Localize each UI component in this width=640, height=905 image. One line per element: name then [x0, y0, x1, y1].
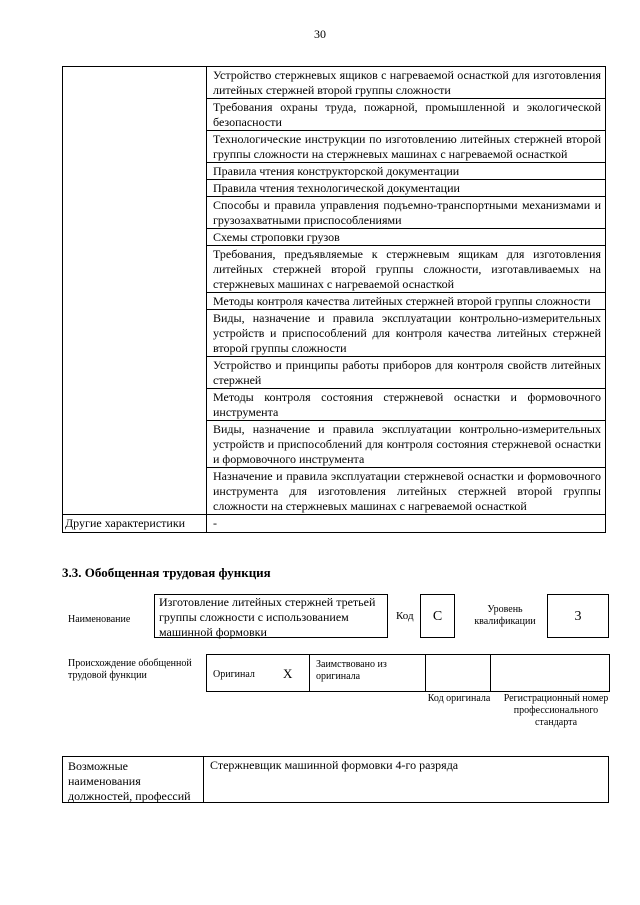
positions-label: Возможные наименования должностей, профессий: [62, 756, 204, 803]
function-name-box: [154, 594, 388, 638]
function-name-value: Изготовление литейных стержней третьей группы сложности с использованием машинной формовки: [159, 595, 376, 639]
positions-value: Стержневщик машинной формовки 4-го разряда: [203, 756, 609, 803]
level-box: 3: [547, 594, 609, 638]
knowledge-row: [63, 67, 606, 99]
knowledge-item: Схемы строповки грузов: [207, 229, 606, 246]
knowledge-item: Способы и правила управления подъемно-транспортными механизмами и грузозахватными приспособлениями: [207, 197, 606, 229]
knowledge-table: [62, 66, 606, 533]
name-label: Наименование: [68, 614, 131, 625]
knowledge-item: Требования охраны труда, пожарной, промышленной и экологической безопасности: [207, 99, 606, 131]
borrowed-cell: [309, 654, 426, 692]
knowledge-item: Виды, назначение и правила эксплуатации контрольно-измерительных устройств и приспособлений для контроля состояния стержневой оснастки и формовочного инструмента: [207, 421, 606, 468]
knowledge-item: Правила чтения технологической документации: [207, 180, 606, 197]
knowledge-item: Требования, предъявляемые к стержневым ящикам для изготовления литейных стержней второй группы сложности, изготавливаемых на стержневых машинах с нагреваемой оснасткой: [207, 246, 606, 293]
original-code-cell: [425, 654, 491, 692]
code-label: Код: [396, 610, 414, 622]
code-caption: Код оригинала: [427, 693, 491, 704]
other-value: -: [207, 515, 606, 533]
reg-caption: Регистрационный номер профессионального стандарта: [503, 693, 609, 728]
knowledge-item: Устройство и принципы работы приборов для контроля свойств литейных стержней: [207, 357, 606, 389]
positions-table: [62, 756, 609, 803]
knowledge-item: Виды, назначение и правила эксплуатации контрольно-измерительных устройств и приспособлений для контроля качества литейных стержней второй группы сложности: [207, 310, 606, 357]
code-box: C: [420, 594, 455, 638]
other-label: Другие характеристики: [63, 515, 207, 533]
original-cell: [206, 654, 310, 692]
level-label: Уровень квалификации: [474, 604, 536, 627]
origin-row: [206, 654, 610, 692]
empty-label-cell: [63, 67, 207, 515]
borrowed-label: Заимствовано из оригинала: [316, 659, 387, 682]
section-heading: 3.3. Обобщенная трудовая функция: [62, 565, 271, 580]
knowledge-item: Правила чтения конструкторской документации: [207, 163, 606, 180]
original-mark: X: [283, 666, 293, 681]
knowledge-item: Назначение и правила эксплуатации стержневой оснастки и формовочного инструмента для изготовления литейных стержней второй группы сложности на стержневых машинах с нагреваемой оснасткой: [207, 468, 606, 515]
knowledge-item: Устройство стержневых ящиков с нагреваемой оснасткой для изготовления литейных стержней второй группы сложности: [207, 67, 606, 99]
knowledge-item: Методы контроля состояния стержневой оснастки и формовочного инструмента: [207, 389, 606, 421]
reg-number-cell: [490, 654, 610, 692]
original-label: Оригинал: [213, 669, 255, 680]
knowledge-item: Методы контроля качества литейных стержней второй группы сложности: [207, 293, 606, 310]
origin-label: Происхождение обобщенной трудовой функции: [68, 658, 192, 681]
knowledge-item: Технологические инструкции по изготовлению литейных стержней второй группы сложности на стержневых машинах с нагреваемой оснасткой: [207, 131, 606, 163]
page-number: 30: [314, 27, 326, 41]
other-row: [63, 515, 606, 533]
